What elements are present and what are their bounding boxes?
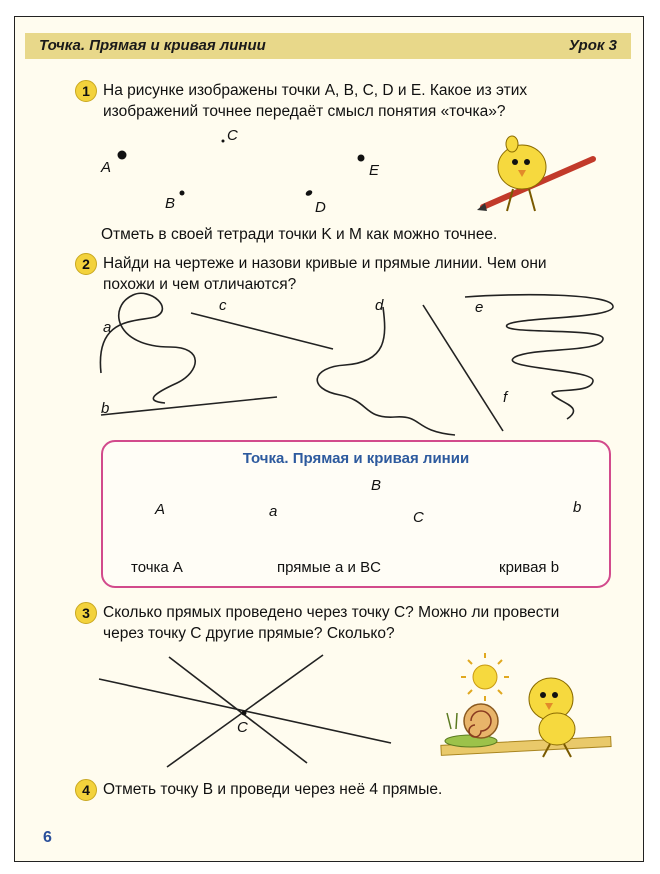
label-line-e: e <box>475 299 484 316</box>
task-2-text-line-1: Найди на чертеже и назови кривые и прямые линии. Чем они <box>103 255 547 272</box>
line-f <box>423 305 503 431</box>
label-point-b: B <box>165 195 176 212</box>
point-b-dot <box>180 191 185 196</box>
label-line-c: c <box>219 297 227 314</box>
box-label-point-b: B <box>371 477 382 494</box>
label-line-f: f <box>503 389 508 406</box>
task-1-text-line-2: изображений точнее передаёт смысл понятия «точка»? <box>103 103 506 120</box>
task-2-badge: 2 <box>75 253 97 275</box>
label-point-c: C <box>227 127 238 144</box>
label-point-a: A <box>101 159 112 176</box>
box-label-curve-b: b <box>573 499 582 516</box>
line-b <box>101 397 277 415</box>
curve-d <box>317 307 455 435</box>
chick-pencil-illustration <box>477 136 593 211</box>
task-3-text-line-2: через точку C другие прямые? Сколько? <box>103 625 395 642</box>
point-c-dot <box>222 140 225 143</box>
caption-curve: кривая b <box>499 559 560 576</box>
task-4-text: Отметь точку B и проведи через неё 4 прямые. <box>103 781 443 798</box>
task-4-badge: 4 <box>75 779 97 801</box>
point-c-through-dot <box>242 711 247 716</box>
curve-e <box>465 295 613 419</box>
lesson-title: Точка. Прямая и кривая линии <box>39 37 266 54</box>
task-3-text-line-1: Сколько прямых проведено через точку C? Можно ли провести <box>103 604 560 621</box>
label-line-a: a <box>103 319 112 336</box>
task-1-note: Отметь в своей тетради точки K и M как можно точнее. <box>101 226 498 243</box>
label-point-c-through: C <box>237 719 248 736</box>
rule-box-title: Точка. Прямая и кривая линии <box>242 450 470 467</box>
label-line-b: b <box>101 400 110 417</box>
task-2-text-line-2: похожи и чем отличаются? <box>103 276 297 293</box>
box-label-line-a: a <box>269 503 278 520</box>
line-through-c-2 <box>169 657 307 763</box>
task-1-text-line-1: На рисунке изображены точки A, B, C, D и E. Какое из этих <box>103 82 528 99</box>
label-line-d: d <box>375 297 384 314</box>
label-point-d: D <box>315 199 326 216</box>
point-a-dot <box>118 151 127 160</box>
lesson-number: Урок 3 <box>568 37 617 54</box>
caption-point: точка A <box>131 559 183 576</box>
point-e-dot <box>358 155 365 162</box>
snail-chick-illustration <box>441 653 611 757</box>
caption-lines: прямые a и BC <box>277 559 381 576</box>
box-label-point-c: C <box>413 509 424 526</box>
label-point-e: E <box>369 162 380 179</box>
task-3-badge: 3 <box>75 602 97 624</box>
curve-a <box>100 293 195 403</box>
point-d-dot <box>305 189 314 197</box>
page-number: 6 <box>43 829 52 846</box>
textbook-page <box>14 16 644 862</box>
box-label-point-a: A <box>155 501 166 518</box>
task-1-badge: 1 <box>75 80 97 102</box>
line-c <box>191 313 333 349</box>
